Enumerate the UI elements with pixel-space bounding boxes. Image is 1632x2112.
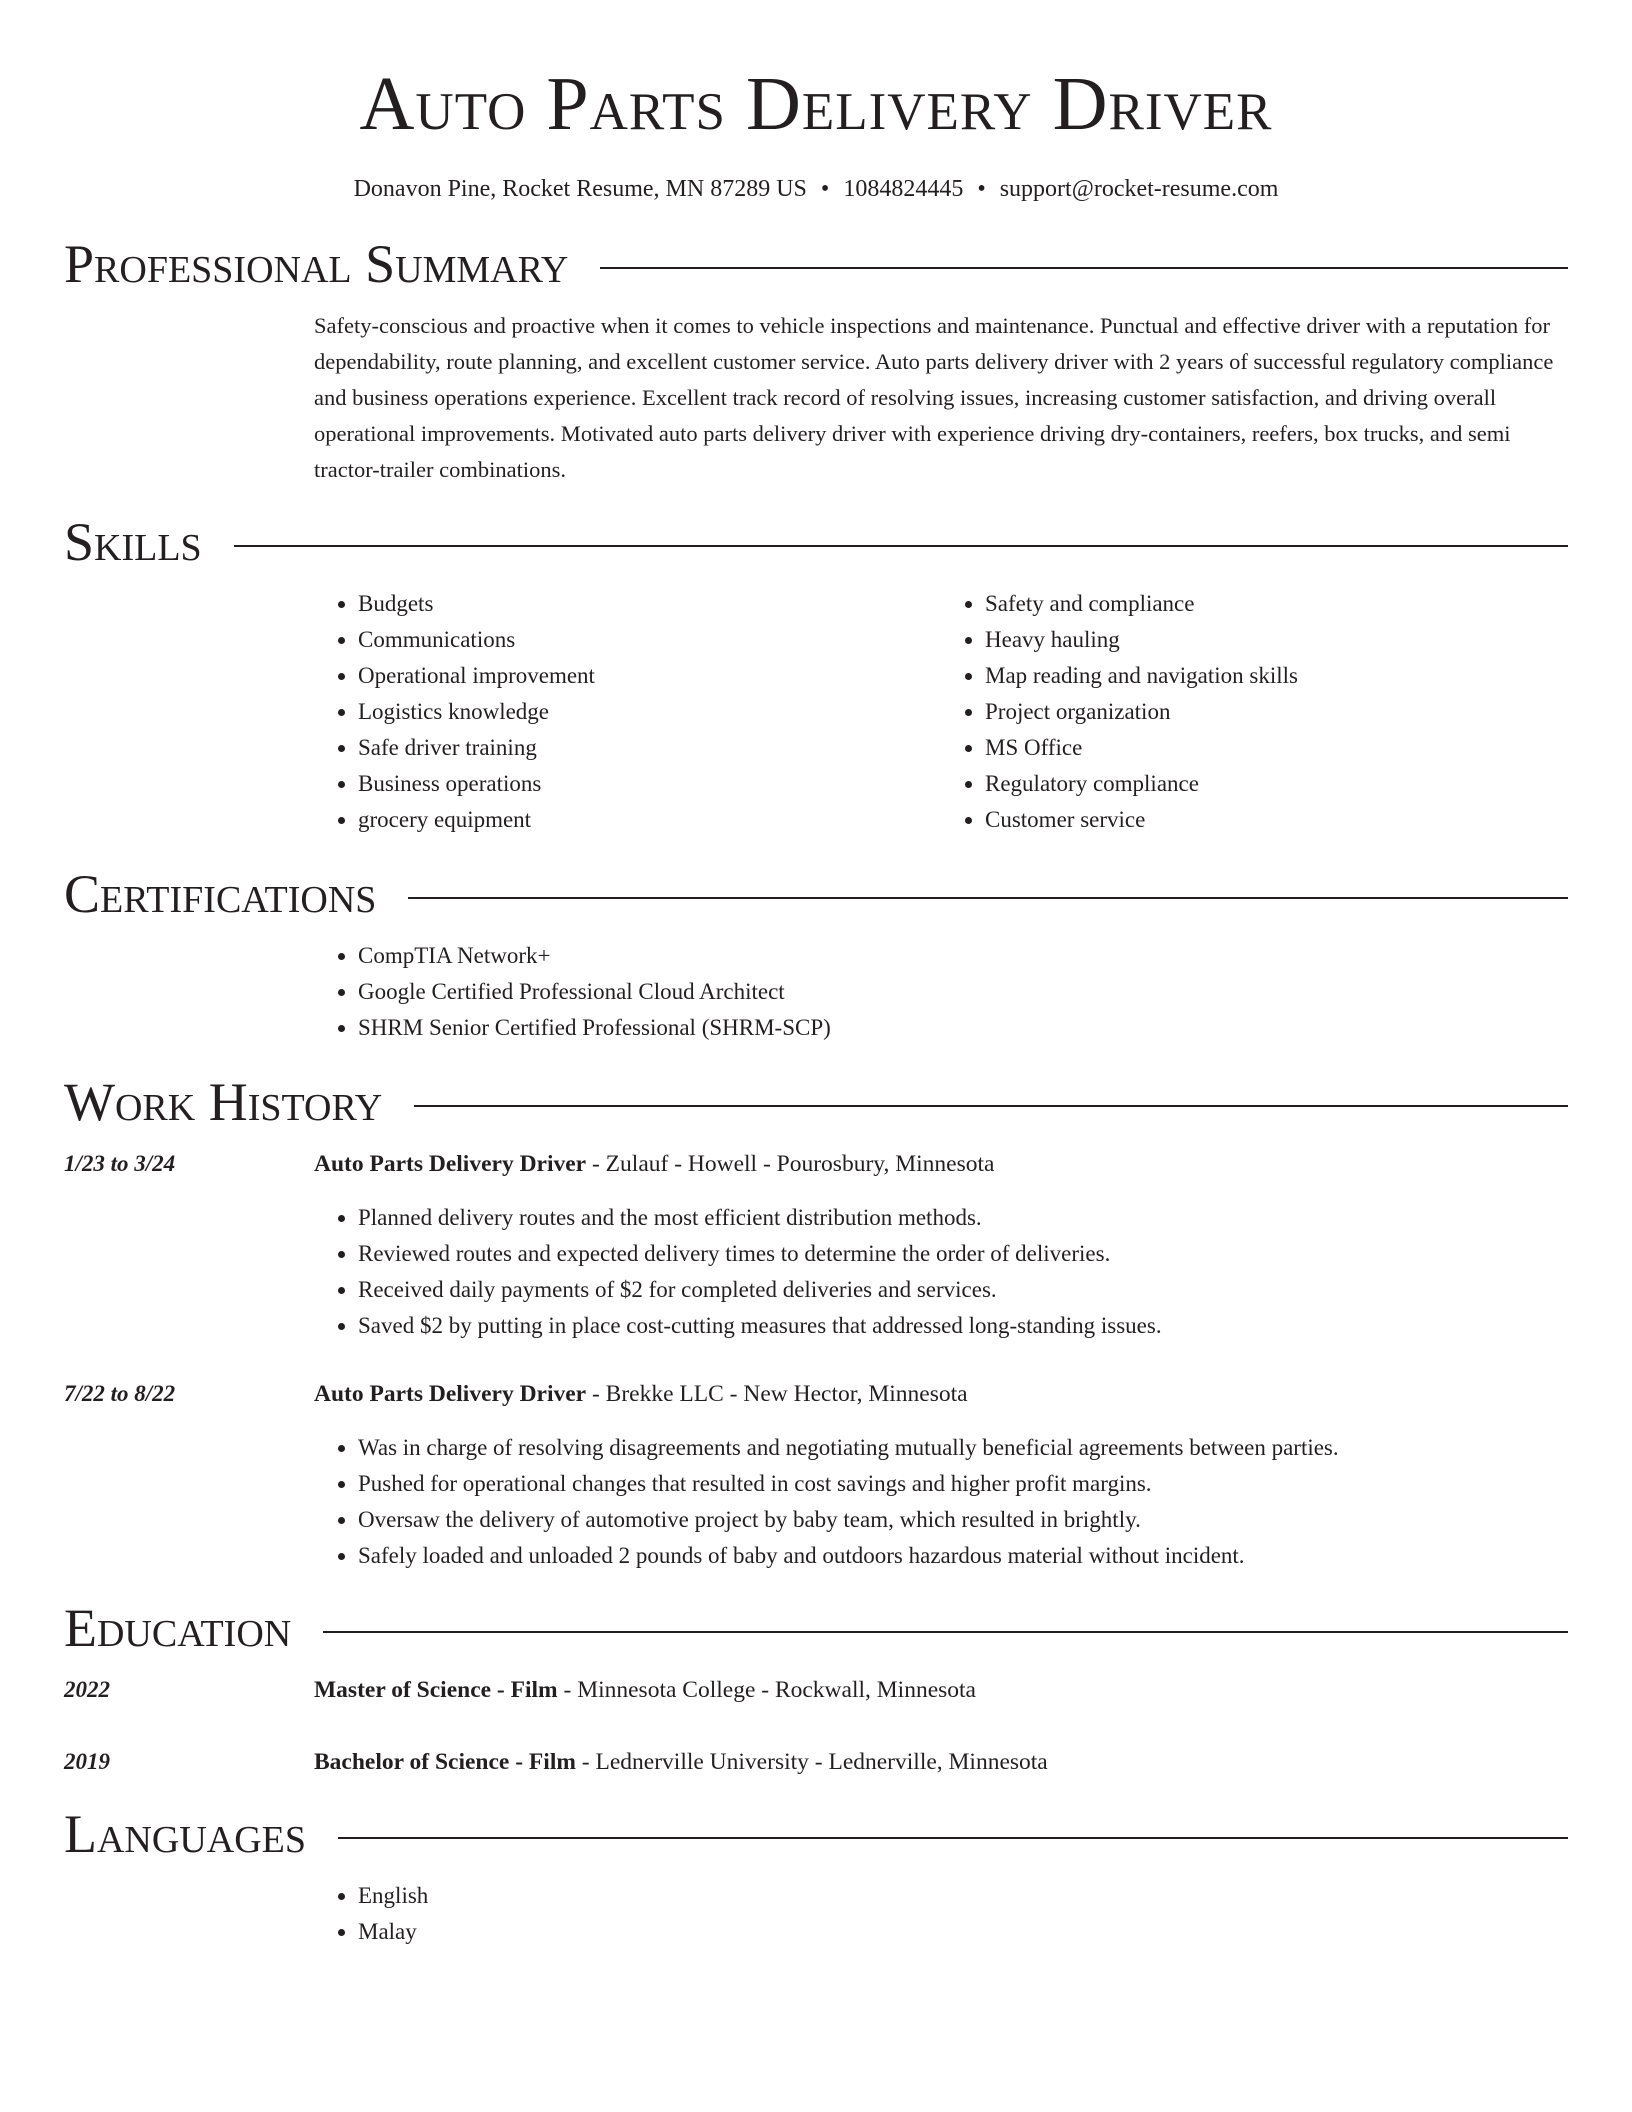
contact-separator: • xyxy=(820,176,830,202)
job-title-line xyxy=(314,1376,968,1412)
skills-list xyxy=(314,586,1568,838)
certification-item: • SHRM Senior Certified Professional (SHRM-SCP) xyxy=(358,1010,1568,1046)
skill-item: • Safe driver training xyxy=(358,730,941,766)
section-languages-header xyxy=(64,1804,1568,1864)
job-dates: 7/22 to 8/22 xyxy=(64,1381,176,1406)
contact-email: support@rocket-resume.com xyxy=(999,176,1279,202)
education-entry xyxy=(64,1672,1568,1708)
skill-item: • Budgets xyxy=(358,586,941,622)
skills-column-right xyxy=(941,586,1568,838)
job-entry xyxy=(64,1146,1568,1344)
section-divider xyxy=(414,1105,1568,1107)
job-bullet: • Reviewed routes and expected delivery times to determine the order of deliveries. xyxy=(358,1236,1568,1272)
section-certifications-header xyxy=(64,864,1568,924)
education-degree: Bachelor of Science - Film xyxy=(314,1749,576,1775)
education-school: - Lednerville University - Lednerville, Minnesota xyxy=(575,1749,1048,1775)
skill-item: • grocery equipment xyxy=(358,802,941,838)
job-bullet: • Saved $2 by putting in place cost-cutting measures that addressed long-standing issues. xyxy=(358,1308,1568,1344)
job-entry xyxy=(64,1376,1568,1574)
section-divider xyxy=(323,1631,1568,1633)
certification-item: • Google Certified Professional Cloud Architect xyxy=(358,974,1568,1010)
section-heading: Languages xyxy=(64,1804,306,1864)
job-bullet: • Oversaw the delivery of automotive project by baby team, which resulted in brightly. xyxy=(358,1502,1568,1538)
job-dates: 1/23 to 3/24 xyxy=(64,1151,176,1176)
job-bullet: • Received daily payments of $2 for completed deliveries and services. xyxy=(358,1272,1568,1308)
section-summary-header xyxy=(64,234,1568,294)
skill-item: • Project organization xyxy=(985,694,1568,730)
skill-item: • MS Office xyxy=(985,730,1568,766)
job-bullet: • Was in charge of resolving disagreements and negotiating mutually beneficial agreements between parties. xyxy=(358,1430,1568,1466)
skill-item: • Heavy hauling xyxy=(985,622,1568,658)
section-work-header xyxy=(64,1072,1568,1132)
resume-page xyxy=(64,0,1568,1950)
contact-separator: • xyxy=(977,176,986,202)
job-bullet: • Pushed for operational changes that resulted in cost savings and higher profit margins. xyxy=(358,1466,1568,1502)
education-school: - Minnesota College - Rockwall, Minnesota xyxy=(557,1677,976,1703)
job-bullet: • Safely loaded and unloaded 2 pounds of baby and outdoors hazardous material without incident. xyxy=(358,1538,1568,1574)
section-heading: Skills xyxy=(64,512,202,572)
section-heading: Education xyxy=(64,1598,292,1658)
job-title: Auto Parts Delivery Driver xyxy=(314,1381,587,1407)
section-heading: Work History xyxy=(64,1072,383,1132)
skill-item: • Safety and compliance xyxy=(985,586,1568,622)
certifications-list xyxy=(314,938,1568,1046)
job-title-line xyxy=(314,1146,994,1182)
education-year: 2022 xyxy=(64,1677,110,1702)
skill-item: • Communications xyxy=(358,622,941,658)
job-bullets xyxy=(314,1200,1568,1344)
section-divider xyxy=(408,897,1568,899)
section-divider xyxy=(338,1837,1568,1839)
summary-text: Safety-conscious and proactive when it comes to vehicle inspections and maintenance. Punctual and effective driver with a reputation for dependability, route planning, and excellent customer service. Auto parts delivery driver with 2 years of successful regulatory compliance and business operations experience. Excellent track record of resolving issues, increasing customer satisfaction, and driving overall operational improvements. Motivated auto parts delivery driver with experience driving dry-containers, reefers, box trucks, and semi tractor-trailer combinations. xyxy=(314,313,1554,482)
languages-list xyxy=(314,1878,1568,1950)
section-divider xyxy=(234,545,1568,547)
skill-item: • Operational improvement xyxy=(358,658,941,694)
job-employer: - Brekke LLC - New Hector, Minnesota xyxy=(586,1381,968,1407)
education-line xyxy=(314,1672,976,1708)
skill-item: • Map reading and navigation skills xyxy=(985,658,1568,694)
certification-item: • CompTIA Network+ xyxy=(358,938,1568,974)
education-degree: Master of Science - Film xyxy=(314,1677,558,1703)
language-item: • Malay xyxy=(358,1914,1568,1950)
section-divider xyxy=(600,267,1568,269)
section-education-header xyxy=(64,1598,1568,1658)
language-item: • English xyxy=(358,1878,1568,1914)
education-line xyxy=(314,1744,1048,1780)
section-skills-header xyxy=(64,512,1568,572)
job-bullets xyxy=(314,1430,1568,1574)
education-entry xyxy=(64,1744,1568,1780)
job-title: Auto Parts Delivery Driver xyxy=(314,1151,587,1177)
job-employer: - Zulauf - Howell - Pourosbury, Minnesota xyxy=(586,1151,995,1177)
job-bullet: • Planned delivery routes and the most efficient distribution methods. xyxy=(358,1200,1568,1236)
summary-section xyxy=(314,308,1568,488)
contact-line xyxy=(64,174,1568,204)
contact-phone: 1084824445 xyxy=(843,176,964,202)
skill-item: • Customer service xyxy=(985,802,1568,838)
skills-column-left xyxy=(314,586,941,838)
resume-title: Auto Parts Delivery Driver xyxy=(359,62,1273,146)
contact-address: Donavon Pine, Rocket Resume, MN 87289 US xyxy=(353,176,807,202)
section-heading: Certifications xyxy=(64,864,377,924)
skill-item: • Business operations xyxy=(358,766,941,802)
section-heading: Professional Summary xyxy=(64,234,569,294)
skill-item: • Regulatory compliance xyxy=(985,766,1568,802)
skill-item: • Logistics knowledge xyxy=(358,694,941,730)
education-year: 2019 xyxy=(64,1749,110,1774)
